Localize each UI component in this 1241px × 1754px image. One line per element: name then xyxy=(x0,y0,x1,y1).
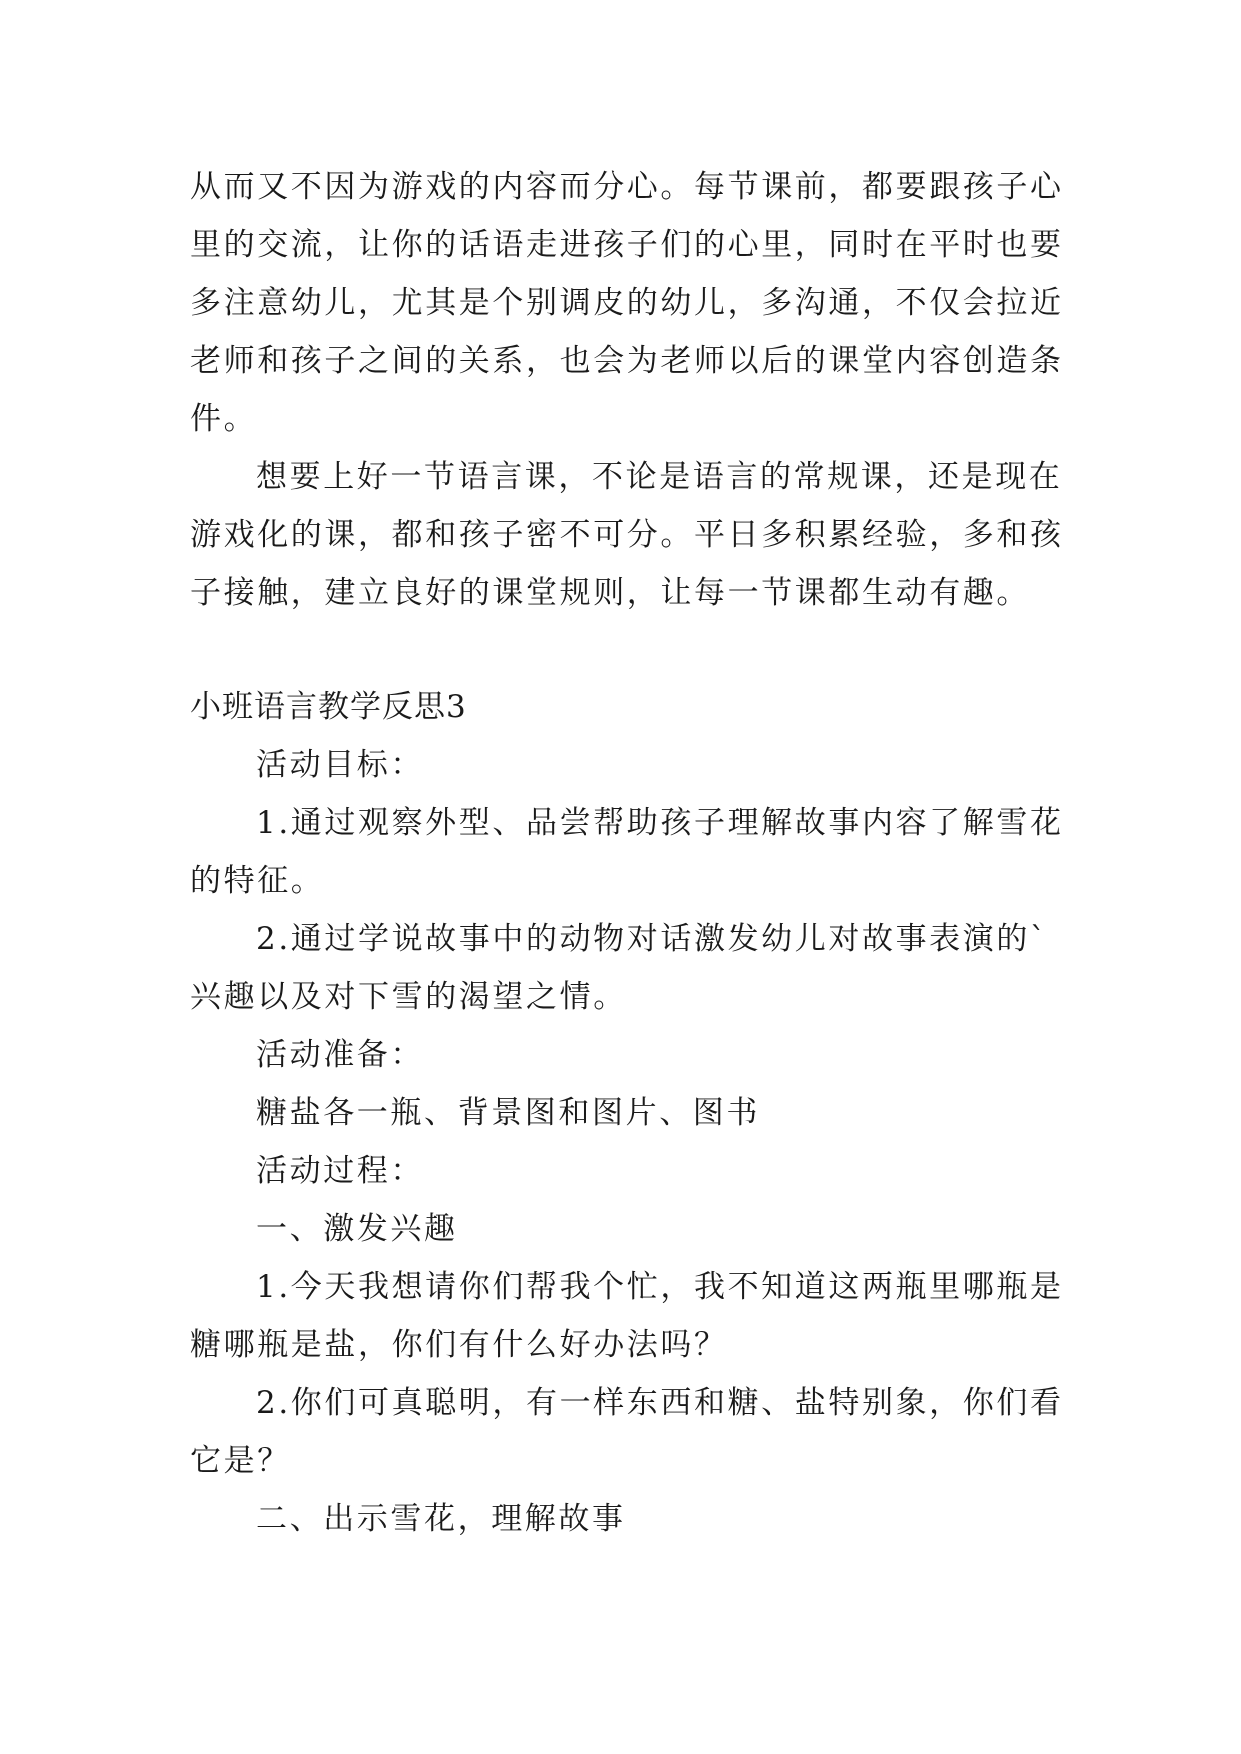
section-line: 一、激发兴趣 xyxy=(256,1211,458,1247)
section-title: 小班语言教学反思3 xyxy=(190,689,467,725)
section-line: 的特征。 xyxy=(190,863,325,899)
paragraph-line: 老师和孩子之间的关系，也会为老师以后的课堂内容创造条 xyxy=(190,343,1064,379)
section-line: 活动过程： xyxy=(256,1153,424,1189)
section-line: 二、出示雪花，理解故事 xyxy=(256,1501,626,1537)
paragraph-line: 里的交流，让你的话语走进孩子们的心里，同时在平时也要 xyxy=(190,227,1064,263)
section-line: 活动目标： xyxy=(256,747,424,783)
section-line: 糖哪瓶是盐，你们有什么好办法吗？ xyxy=(190,1327,728,1363)
section-line: 糖盐各一瓶、背景图和图片、图书 xyxy=(256,1095,760,1131)
paragraph-line: 多注意幼儿，尤其是个别调皮的幼儿，多沟通，不仅会拉近 xyxy=(190,285,1064,321)
section-line: 2.你们可真聪明，有一样东西和糖、盐特别象，你们看 xyxy=(256,1385,1064,1421)
paragraph-line: 游戏化的课，都和孩子密不可分。平日多积累经验，多和孩 xyxy=(190,517,1064,553)
section-line: 它是？ xyxy=(190,1443,291,1479)
section-line: 兴趣以及对下雪的渴望之情。 xyxy=(190,979,627,1015)
section-line: 1.通过观察外型、品尝帮助孩子理解故事内容了解雪花 xyxy=(256,805,1064,841)
section-line: 1.今天我想请你们帮我个忙，我不知道这两瓶里哪瓶是 xyxy=(256,1269,1064,1305)
paragraph-line: 子接触，建立良好的课堂规则，让每一节课都生动有趣。 xyxy=(190,575,1030,611)
paragraph-line: 从而又不因为游戏的内容而分心。每节课前，都要跟孩子心 xyxy=(190,169,1064,205)
section-line: 2.通过学说故事中的动物对话激发幼儿对故事表演的` xyxy=(256,921,1049,957)
paragraph-line: 件。 xyxy=(190,401,258,437)
paragraph-line: 想要上好一节语言课，不论是语言的常规课，还是现在 xyxy=(256,459,1063,495)
section-line: 活动准备： xyxy=(256,1037,424,1073)
document-body xyxy=(190,158,1064,1548)
